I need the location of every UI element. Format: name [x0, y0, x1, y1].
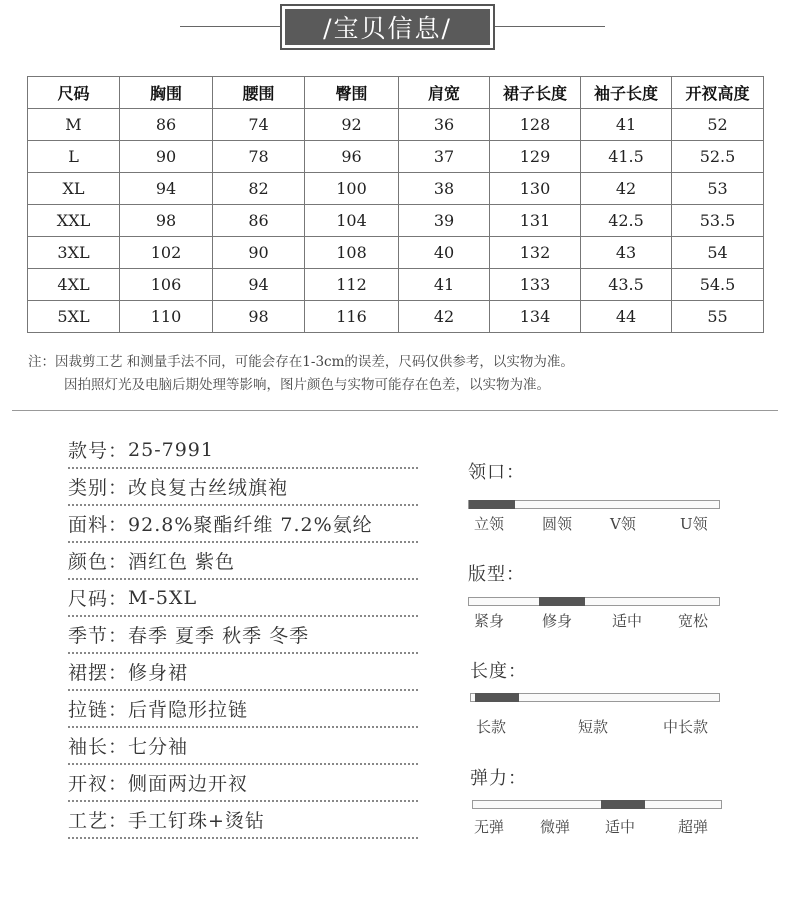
banner-line-right	[495, 26, 605, 27]
indicator-option: 短款	[578, 718, 609, 736]
table-cell: 116	[305, 301, 399, 333]
indicator-title-neckline: 领口：	[468, 462, 525, 483]
spec-row-fabric	[68, 506, 418, 543]
indicator-option: 宽松	[678, 612, 709, 630]
spec-row-hem	[68, 654, 418, 691]
indicator-option: 适中	[605, 818, 636, 836]
table-cell: 110	[120, 301, 213, 333]
table-cell: 40	[399, 237, 490, 269]
table-cell: 39	[399, 205, 490, 237]
spec-label: 裙摆：	[68, 662, 129, 684]
table-cell: XXL	[28, 205, 120, 237]
indicator-option: 修身	[542, 612, 573, 630]
header-shoulder: 肩宽	[399, 77, 490, 109]
header-waist: 腰围	[213, 77, 305, 109]
indicator-track-elasticity	[472, 800, 722, 809]
spec-row-sleeve	[68, 728, 418, 765]
table-cell: 90	[213, 237, 305, 269]
table-cell: 100	[305, 173, 399, 205]
spec-value: 后背隐形拉链	[128, 699, 249, 721]
table-cell: 53	[672, 173, 764, 205]
table-cell: 86	[213, 205, 305, 237]
table-cell: 130	[490, 173, 581, 205]
table-cell: 54	[672, 237, 764, 269]
header-dress-length: 裙子长度	[490, 77, 581, 109]
table-cell: 108	[305, 237, 399, 269]
table-cell: 36	[399, 109, 490, 141]
table-cell: 86	[120, 109, 213, 141]
table-row	[28, 109, 764, 141]
indicator-marker-fit	[539, 597, 585, 606]
table-cell: 106	[120, 269, 213, 301]
indicator-track-fit	[468, 597, 720, 606]
table-cell: M	[28, 109, 120, 141]
spec-value: 侧面两边开衩	[128, 773, 249, 795]
header-bust: 胸围	[120, 77, 213, 109]
table-cell: 131	[490, 205, 581, 237]
spec-label: 类别：	[68, 477, 129, 499]
table-cell: 133	[490, 269, 581, 301]
table-cell: 43.5	[581, 269, 672, 301]
spec-label: 款号：	[68, 440, 129, 462]
spec-row-zipper	[68, 691, 418, 728]
indicator-marker-length	[475, 693, 519, 702]
spec-row-craft	[68, 802, 418, 839]
indicator-option: 中长款	[663, 718, 709, 736]
indicator-marker-neckline	[469, 500, 515, 509]
size-table	[27, 76, 764, 333]
spec-row-slit	[68, 765, 418, 802]
table-cell: 98	[213, 301, 305, 333]
indicator-option: U领	[680, 515, 708, 533]
spec-label: 颜色：	[68, 551, 129, 573]
spec-row-color	[68, 543, 418, 580]
table-cell: L	[28, 141, 120, 173]
table-row	[28, 205, 764, 237]
indicator-option: 无弹	[474, 818, 505, 836]
note-color-disclaimer: 因拍照灯光及电脑后期处理等影响，图片颜色与实物可能存在色差，以实物为准。	[64, 377, 550, 393]
table-cell: 104	[305, 205, 399, 237]
indicator-track-length	[470, 693, 720, 702]
spec-label: 工艺：	[68, 810, 129, 832]
indicator-option: V领	[610, 515, 636, 533]
spec-value: 改良复古丝绒旗袍	[128, 477, 289, 499]
table-cell: 41	[399, 269, 490, 301]
table-cell: 52.5	[672, 141, 764, 173]
spec-value: 25-7991	[128, 438, 214, 461]
table-cell: XL	[28, 173, 120, 205]
note-measurement-disclaimer: 注：因裁剪工艺 和测量手法不同，可能会存在1-3cm的误差，尺码仅供参考，以实物为准。	[28, 354, 574, 370]
spec-row-season	[68, 617, 418, 654]
spec-label: 尺码：	[68, 588, 129, 610]
table-cell: 43	[581, 237, 672, 269]
spec-value: 七分袖	[128, 736, 189, 758]
table-cell: 42	[399, 301, 490, 333]
header-hip: 臀围	[305, 77, 399, 109]
table-cell: 94	[120, 173, 213, 205]
table-row	[28, 301, 764, 333]
indicator-option: 适中	[612, 612, 643, 630]
indicator-option: 圆领	[542, 515, 573, 533]
table-cell: 44	[581, 301, 672, 333]
table-cell: 55	[672, 301, 764, 333]
indicator-title-length: 长度：	[470, 661, 527, 682]
spec-label: 面料：	[68, 514, 129, 536]
table-cell: 37	[399, 141, 490, 173]
spec-label: 拉链：	[68, 699, 129, 721]
table-cell: 41.5	[581, 141, 672, 173]
table-row	[28, 141, 764, 173]
spec-value: 92.8%聚酯纤维 7.2%氨纶	[128, 514, 373, 536]
table-cell: 38	[399, 173, 490, 205]
indicator-option: 微弹	[540, 818, 571, 836]
table-cell: 54.5	[672, 269, 764, 301]
spec-value: 春季 夏季 秋季 冬季	[128, 625, 310, 647]
info-banner	[280, 4, 495, 50]
banner-title: /宝贝信息/	[285, 9, 490, 45]
spec-label: 袖长：	[68, 736, 129, 758]
spec-label: 季节：	[68, 625, 129, 647]
table-cell: 4XL	[28, 269, 120, 301]
indicator-track-neckline	[468, 500, 720, 509]
table-cell: 112	[305, 269, 399, 301]
indicator-option: 超弹	[678, 818, 709, 836]
spec-row-category	[68, 469, 418, 506]
table-cell: 129	[490, 141, 581, 173]
table-cell: 132	[490, 237, 581, 269]
table-row	[28, 269, 764, 301]
banner-line-left	[180, 26, 280, 27]
indicator-title-elasticity: 弹力：	[470, 768, 527, 789]
header-slit-height: 开衩高度	[672, 77, 764, 109]
spec-value: 手工钉珠+烫钻	[128, 810, 265, 832]
table-cell: 53.5	[672, 205, 764, 237]
header-sleeve-length: 袖子长度	[581, 77, 672, 109]
spec-row-size	[68, 580, 418, 617]
spec-value: 酒红色 紫色	[128, 551, 236, 573]
table-cell: 128	[490, 109, 581, 141]
table-cell: 94	[213, 269, 305, 301]
spec-label: 开衩：	[68, 773, 129, 795]
table-row	[28, 237, 764, 269]
table-cell: 98	[120, 205, 213, 237]
spec-row-style-number	[68, 432, 418, 469]
table-cell: 78	[213, 141, 305, 173]
indicator-option: 紧身	[474, 612, 505, 630]
table-cell: 92	[305, 109, 399, 141]
table-cell: 52	[672, 109, 764, 141]
table-cell: 96	[305, 141, 399, 173]
table-row	[28, 173, 764, 205]
spec-value: M-5XL	[128, 586, 198, 609]
table-cell: 41	[581, 109, 672, 141]
indicator-title-fit: 版型：	[468, 564, 525, 585]
spec-value: 修身裙	[128, 662, 189, 684]
table-cell: 74	[213, 109, 305, 141]
header-size: 尺码	[28, 77, 120, 109]
table-cell: 102	[120, 237, 213, 269]
section-divider	[12, 410, 778, 411]
table-cell: 82	[213, 173, 305, 205]
table-cell: 134	[490, 301, 581, 333]
indicator-marker-elasticity	[601, 800, 645, 809]
table-cell: 5XL	[28, 301, 120, 333]
table-cell: 3XL	[28, 237, 120, 269]
indicator-option: 立领	[474, 515, 505, 533]
table-cell: 90	[120, 141, 213, 173]
size-table-header-row	[28, 77, 764, 109]
table-cell: 42.5	[581, 205, 672, 237]
table-cell: 42	[581, 173, 672, 205]
indicator-option: 长款	[476, 718, 507, 736]
